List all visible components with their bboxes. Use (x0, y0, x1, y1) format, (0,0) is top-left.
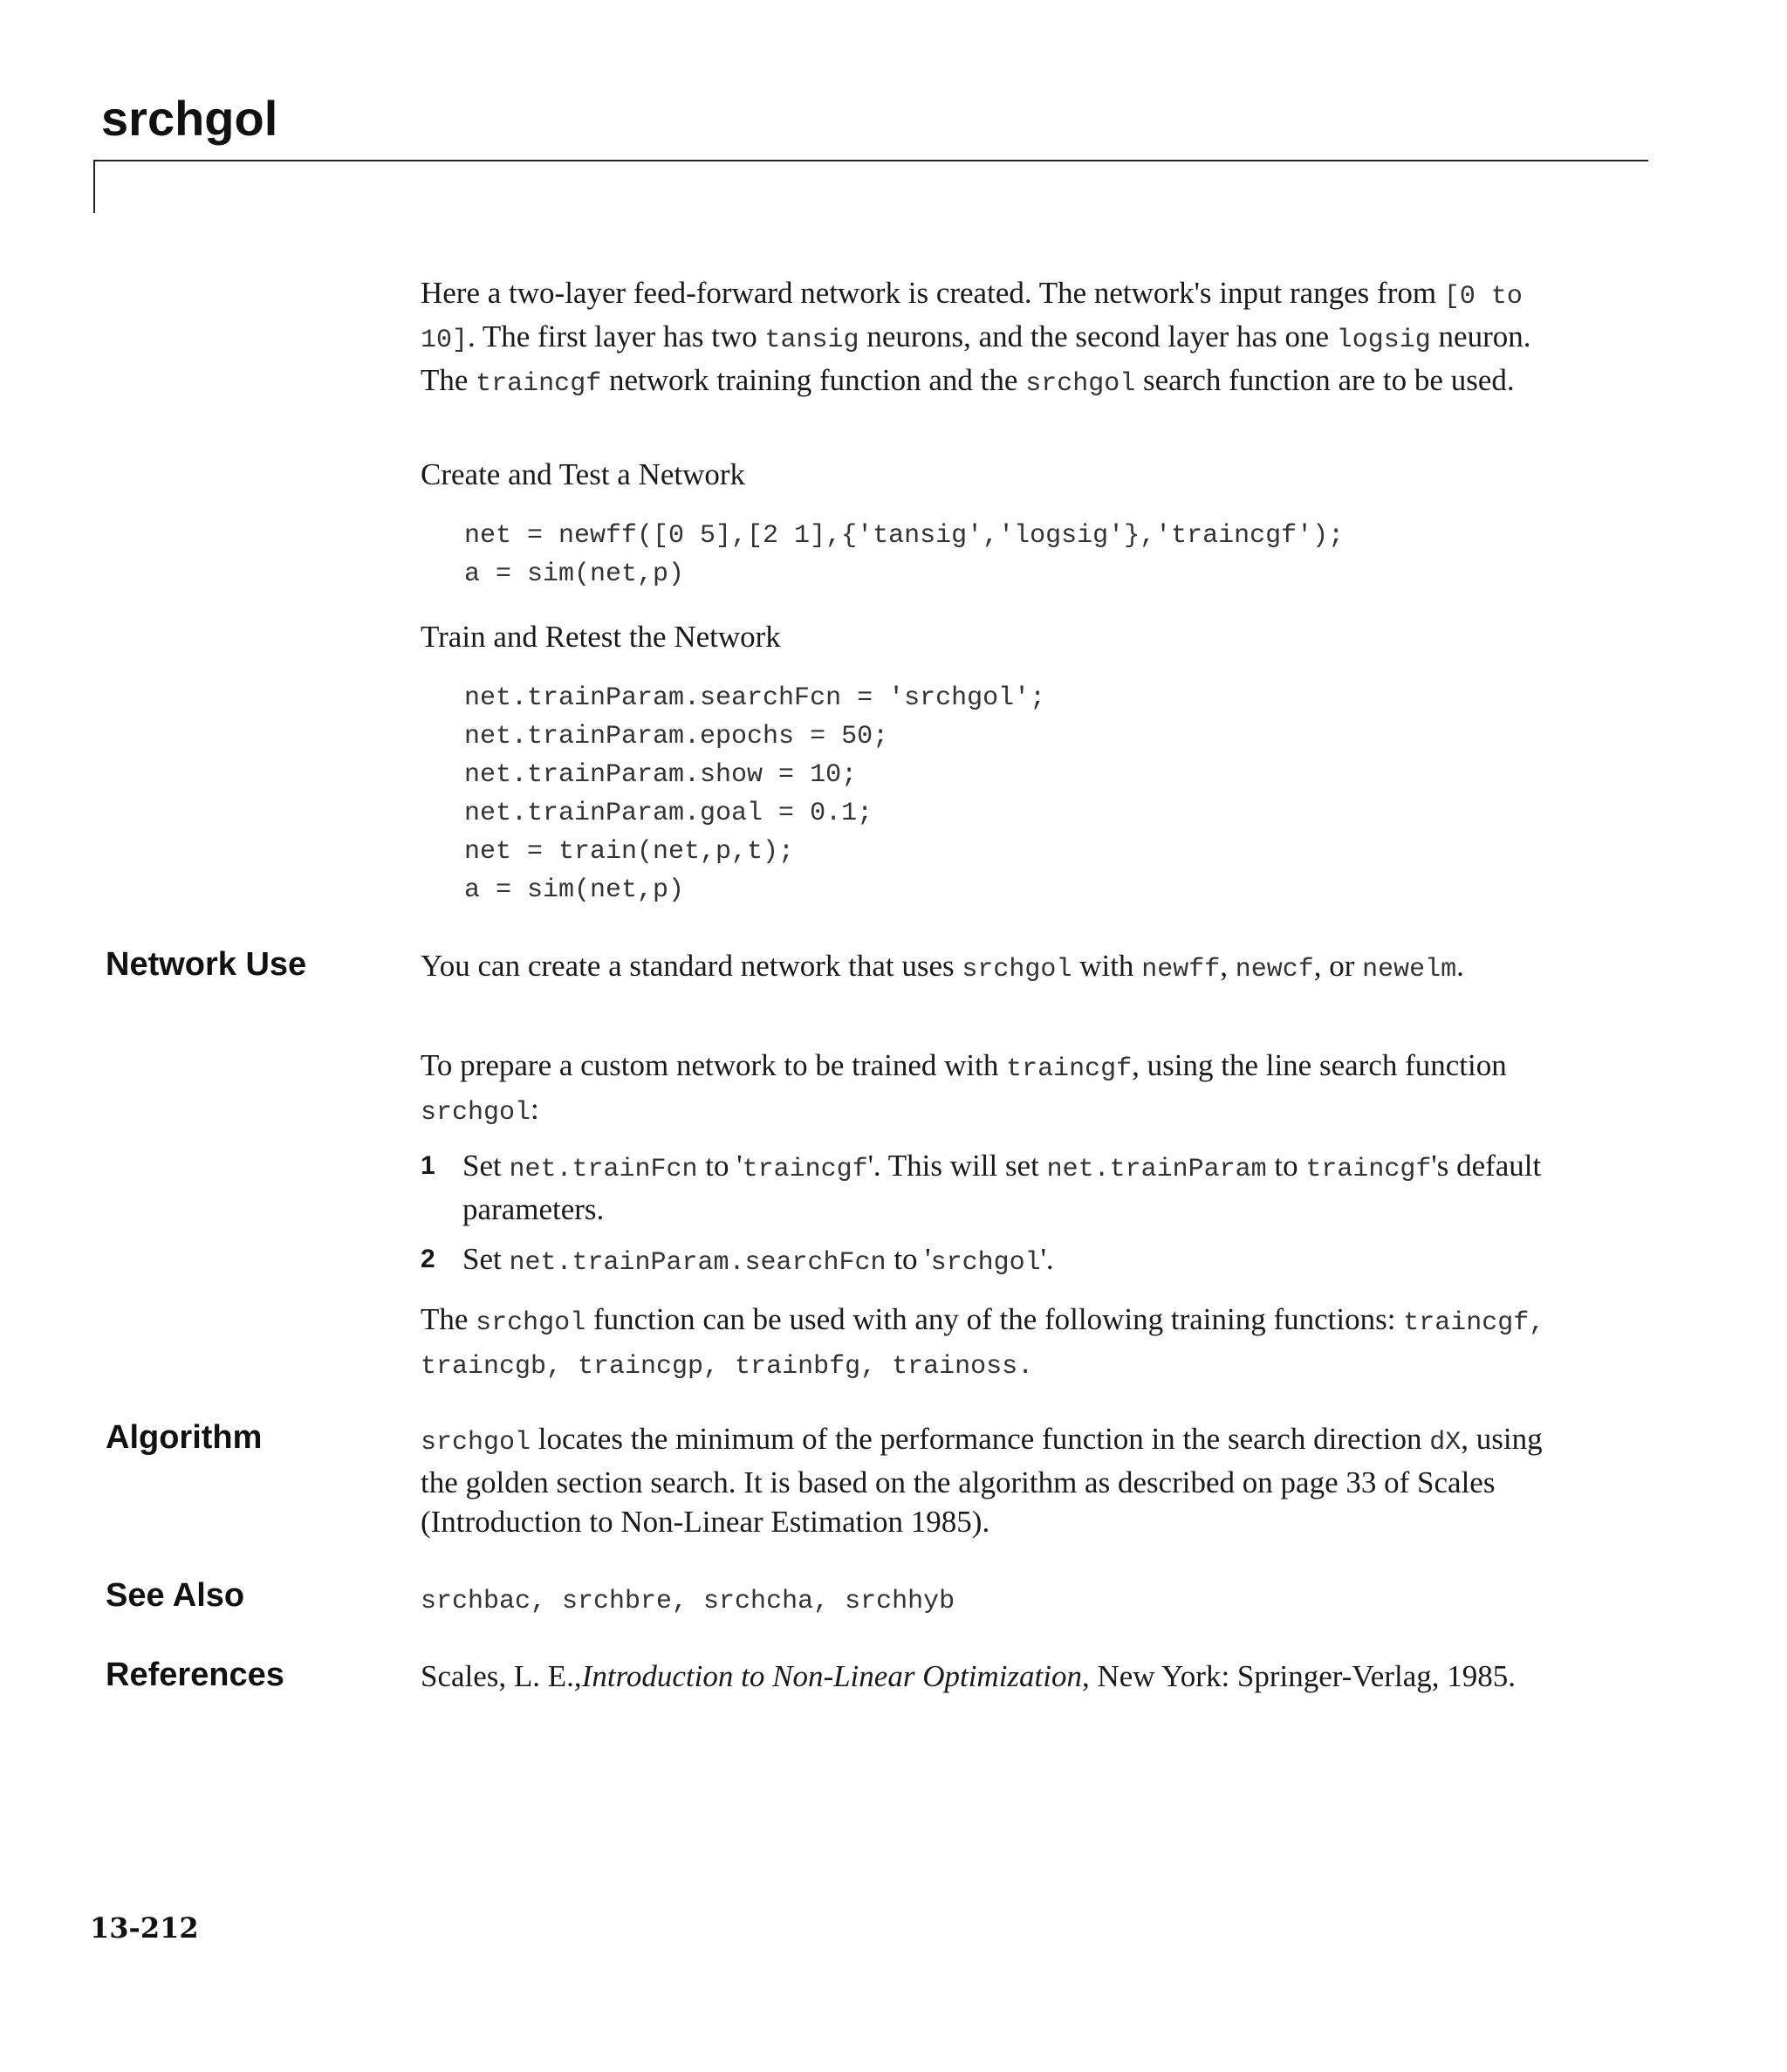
algorithm-paragraph: srchgol locates the minimum of the performance function in the search direction dX, using the golden section search. It is based on the algorithm as described on page 33 of Scales (Introduction to Non-Linear Estimation 1985). (421, 1422, 1543, 1539)
algorithm-label: Algorithm (106, 1419, 263, 1456)
references-paragraph: Scales, L. E.,Introduction to Non-Linear Optimization, New York: Springer-Verlag, 1985. (421, 1659, 1517, 1693)
network-use-paragraph-3: The srchgol function can be used with any of the following training functions: traincgf, traincgb, traincgp, trainbfg, trainoss. (421, 1302, 1545, 1382)
code-line: net = train(net,p,t); (464, 837, 795, 867)
create-test-code (464, 517, 1344, 593)
code-line: a = sim(net,p) (464, 559, 685, 589)
header-rule-horizontal (93, 160, 1648, 161)
page-title: srchgol (101, 91, 278, 146)
code-line: net.trainParam.show = 10; (464, 760, 858, 790)
page-number: 13-212 (90, 1911, 199, 1945)
header-rule-vertical (93, 160, 95, 213)
setup-steps (421, 1146, 1581, 1293)
code-line: net.trainParam.searchFcn = 'srchgol'; (464, 683, 1046, 713)
code-line: net.trainParam.goal = 0.1; (464, 799, 873, 828)
references-label: References (106, 1657, 284, 1693)
code-line: a = sim(net,p) (464, 875, 685, 905)
code-line: net.trainParam.epochs = 50; (464, 722, 889, 751)
code-line: net = newff([0 5],[2 1],{'tansig','logsig'},'traincgf'); (464, 521, 1345, 551)
see-also-links[interactable]: srchbac, srchbre, srchcha, srchhyb (421, 1587, 955, 1616)
list-item: 2 Set net.trainParam.searchFcn to 'srchgol'. (421, 1242, 1054, 1278)
network-use-label: Network Use (106, 946, 307, 983)
list-item: 1 Set net.trainFcn to 'traincgf'. This will set net.trainParam to traincgf's default parameters. (421, 1149, 1542, 1226)
train-retest-code (464, 679, 1045, 909)
see-also-list (421, 1578, 1581, 1622)
network-use-paragraph-2: To prepare a custom network to be trained with traincgf, using the line search function srchgol: (421, 1048, 1507, 1128)
train-retest-heading: Train and Retest the Network (421, 620, 781, 654)
intro-paragraph: Here a two-layer feed-forward network is created. The network's input ranges from [0 to 10]. The first layer has two tansig neurons, and the second layer has one logsig neuron. The traincgf network training function and the srchgol search function are to be used. (421, 276, 1531, 399)
network-use-paragraph-1: You can create a standard network that uses srchgol with newff, newcf, or newelm. (421, 949, 1464, 985)
see-also-label: See Also (106, 1577, 245, 1614)
create-test-heading: Create and Test a Network (421, 457, 746, 491)
